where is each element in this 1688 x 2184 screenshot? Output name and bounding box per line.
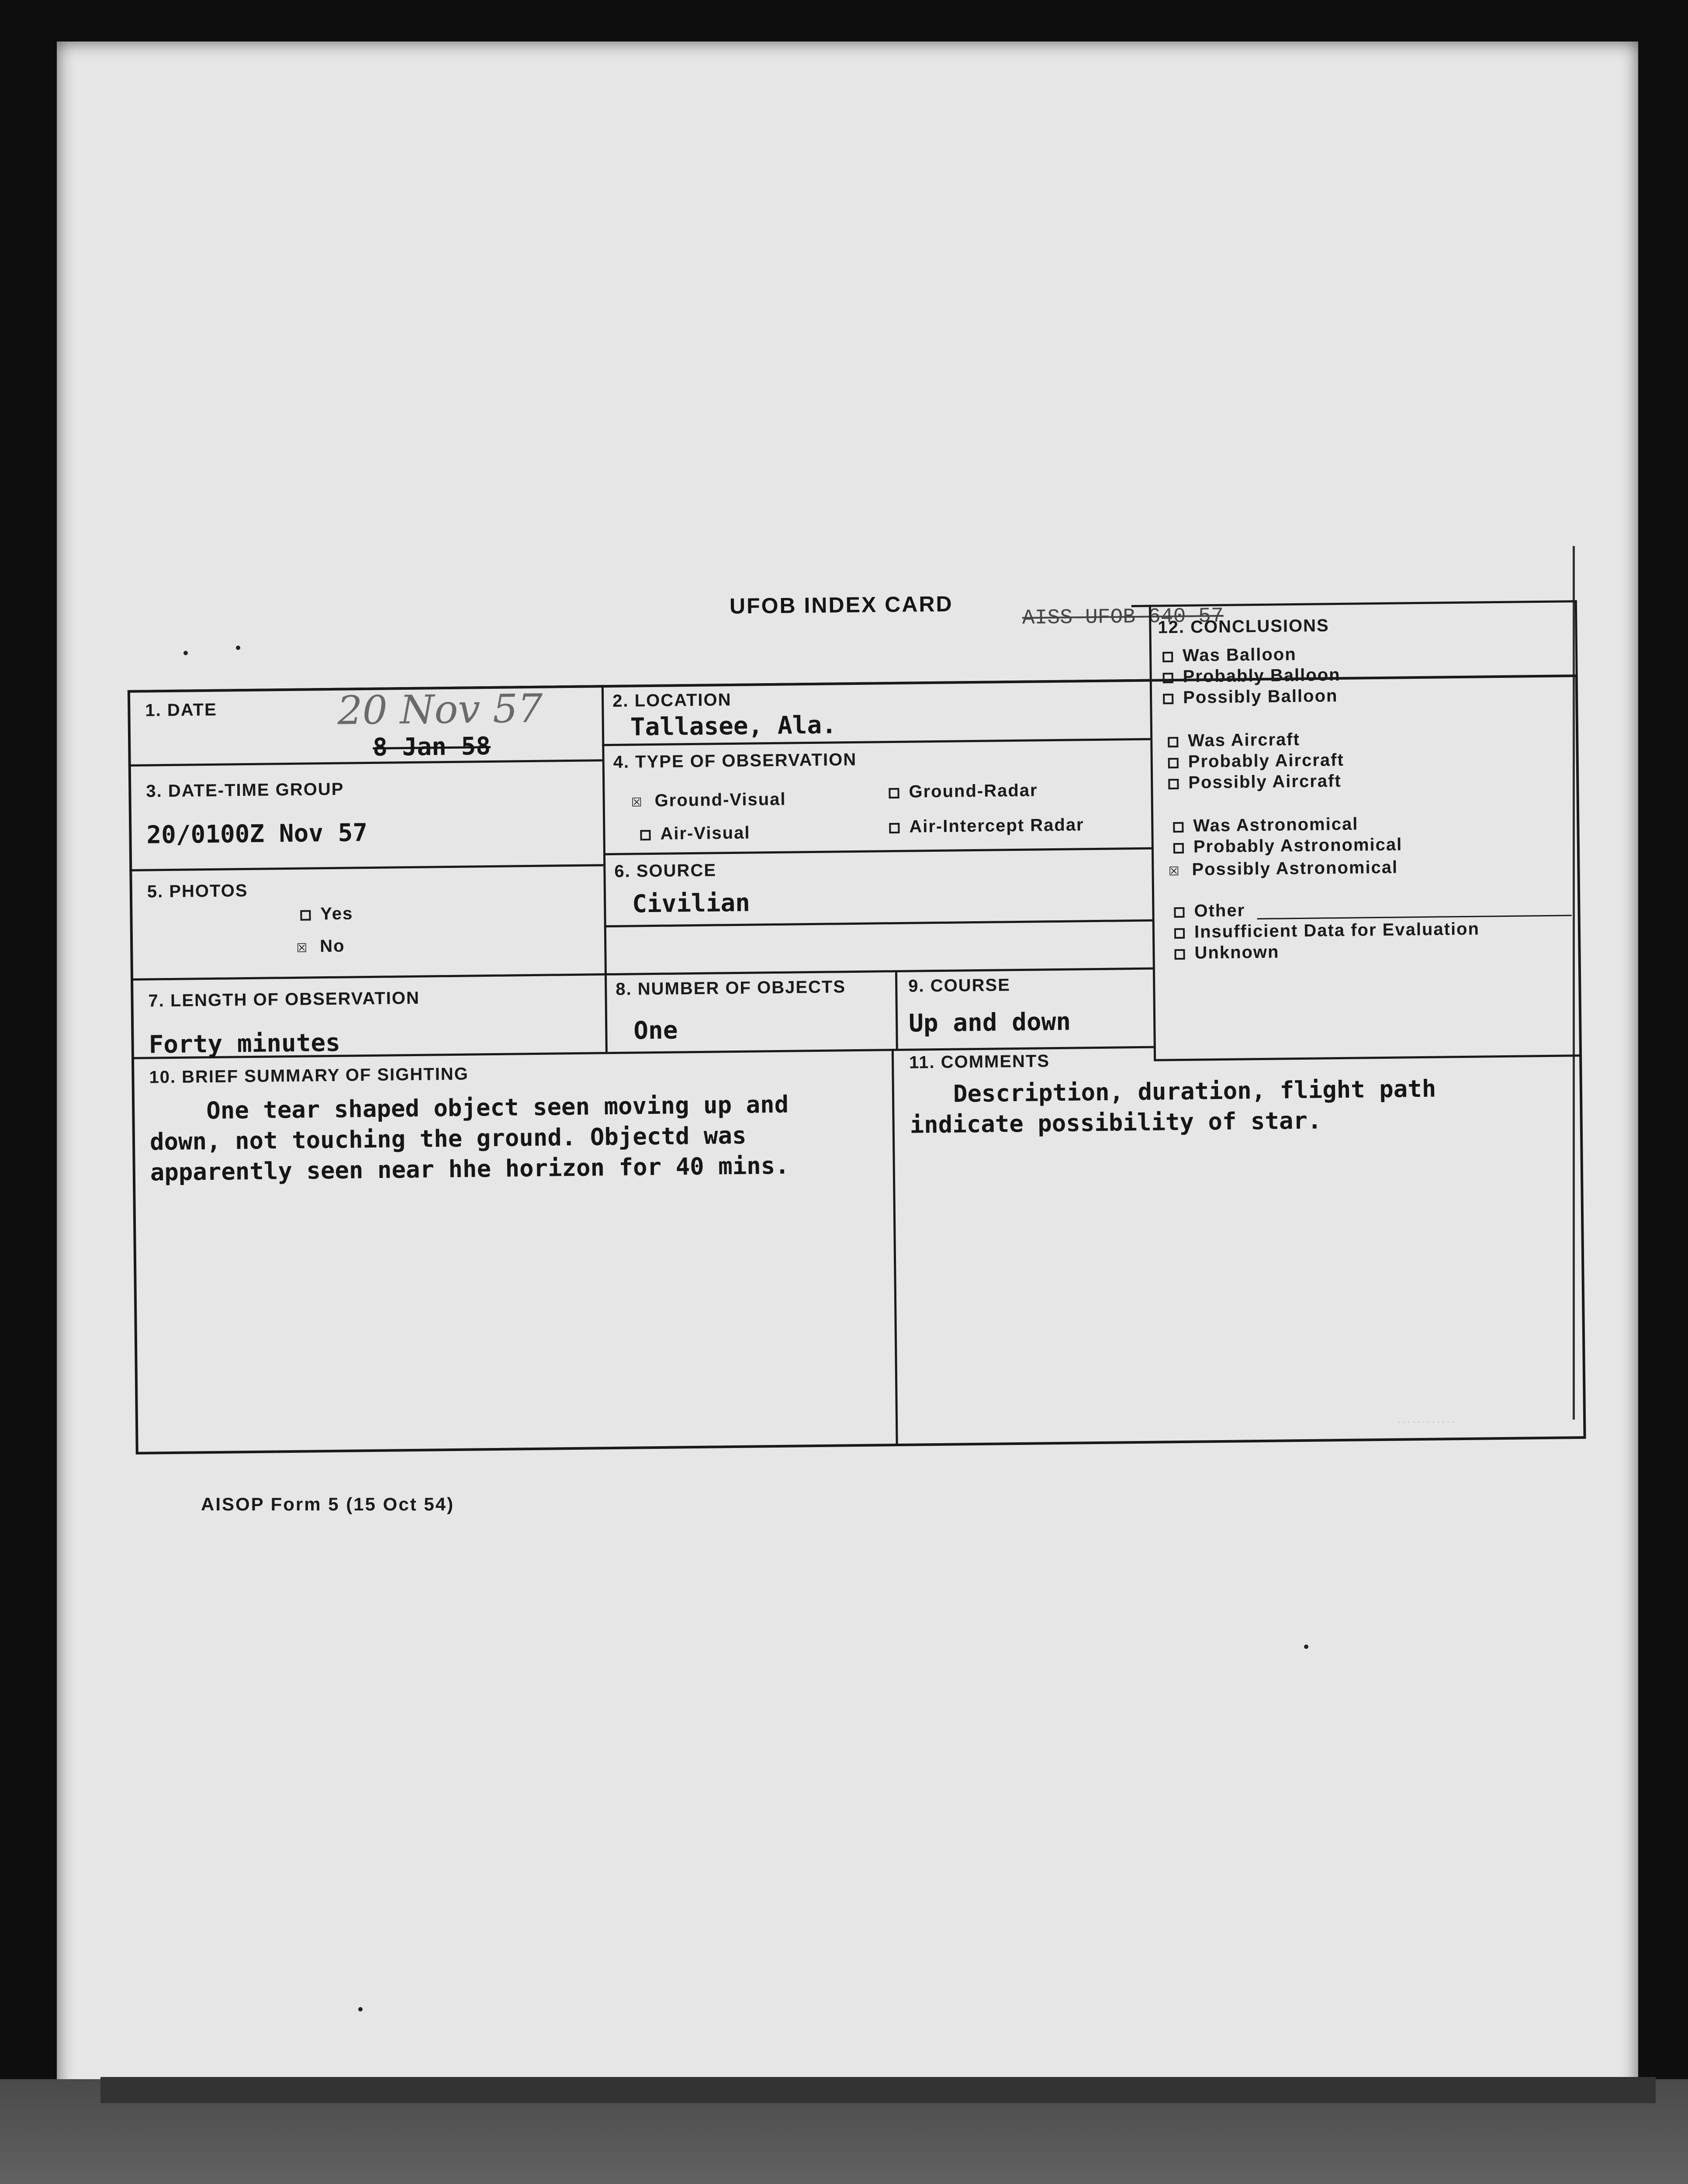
conclusion-probably-astronomical[interactable]: Probably Astronomical: [1173, 835, 1403, 857]
summary-line: One tear shaped object seen moving up and: [206, 1090, 789, 1125]
checkbox-icon: [889, 788, 899, 798]
checked-mark-icon: ☒: [1168, 858, 1180, 880]
conclusion-was-astronomical[interactable]: Was Astronomical: [1173, 815, 1358, 836]
checkbox-icon: [889, 823, 899, 833]
date-label: 1. DATE: [145, 700, 217, 720]
checkbox-icon: [640, 830, 650, 840]
summary-line: down, not touching the ground. Objectd was: [149, 1121, 747, 1156]
dust-speck: [358, 2007, 363, 2011]
conclusion-possibly-balloon[interactable]: Possibly Balloon: [1163, 686, 1338, 708]
comments-line: Description, duration, flight path: [953, 1075, 1436, 1108]
checkbox-icon: [1173, 822, 1183, 833]
comments-text: [910, 1072, 1574, 1140]
checkbox-icon: [1163, 694, 1173, 704]
course-value: Up and down: [908, 1007, 1071, 1038]
checkbox-icon: [300, 910, 311, 920]
checkbox-icon: [1173, 843, 1184, 854]
ufob-index-card: [127, 600, 1586, 1455]
conclusion-was-aircraft[interactable]: Was Aircraft: [1168, 730, 1300, 751]
course-label: 9. COURSE: [908, 975, 1011, 996]
date-struck-value: 8 Jan 58: [372, 732, 491, 762]
sheet-shadow: [100, 2077, 1656, 2103]
option-ground-visual[interactable]: ☒ Ground-Visual: [631, 789, 786, 811]
checked-mark-icon: ☒: [296, 935, 308, 957]
length-value: Forty minutes: [149, 1028, 341, 1059]
conclusion-unknown[interactable]: Unknown: [1174, 942, 1279, 963]
comments-line: indicate possibility of star.: [910, 1106, 1322, 1139]
date-handwritten: 20 Nov 57: [337, 685, 543, 734]
comments-label: 11. COMMENTS: [909, 1051, 1050, 1072]
summary-line: apparently seen near hhe horizon for 40 mins.: [150, 1151, 790, 1186]
dust-speck: [183, 651, 188, 655]
conclusion-probably-balloon[interactable]: Probably Balloon: [1162, 665, 1340, 687]
card-number: AISS-UFOB-640-57: [1022, 604, 1224, 630]
checked-mark-icon: ☒: [631, 789, 643, 811]
option-photos-no[interactable]: ☒ No: [296, 935, 345, 957]
brief-summary-text: [149, 1088, 889, 1188]
option-air-intercept-radar[interactable]: Air-Intercept Radar: [889, 815, 1084, 837]
date-time-group-value: 20/0100Z Nov 57: [146, 819, 368, 850]
observation-type-label: 4. TYPE OF OBSERVATION: [613, 750, 857, 772]
option-photos-yes[interactable]: Yes: [300, 904, 353, 924]
option-air-visual[interactable]: Air-Visual: [640, 823, 750, 844]
source-value: Civilian: [632, 888, 751, 919]
dust-speck: [1304, 1645, 1308, 1649]
source-label: 6. SOURCE: [614, 860, 717, 881]
checkbox-icon: [1168, 758, 1179, 768]
number-of-objects-label: 8. NUMBER OF OBJECTS: [616, 977, 846, 999]
checkbox-icon: [1174, 949, 1185, 960]
card-frame: [128, 674, 1586, 1455]
conclusion-insufficient-data[interactable]: Insufficient Data for Evaluation: [1174, 919, 1480, 943]
conclusion-other[interactable]: Other: [1174, 901, 1245, 921]
checkbox-icon: [1174, 907, 1184, 918]
conclusion-possibly-aircraft[interactable]: Possibly Aircraft: [1168, 771, 1342, 793]
checkbox-icon: [1174, 928, 1185, 939]
conclusions-label: 12. CONCLUSIONS: [1158, 616, 1329, 637]
location-label: 2. LOCATION: [612, 690, 732, 711]
checkbox-icon: [1168, 779, 1179, 789]
checkbox-icon: [1162, 652, 1173, 662]
conclusion-possibly-astronomical[interactable]: ☒ Possibly Astronomical: [1168, 857, 1398, 880]
option-ground-radar[interactable]: Ground-Radar: [889, 781, 1038, 802]
brief-summary-label: 10. BRIEF SUMMARY OF SIGHTING: [149, 1064, 469, 1087]
form-identifier: AISOP Form 5 (15 Oct 54): [201, 1494, 455, 1514]
dust-speck: [236, 646, 240, 650]
conclusion-was-balloon[interactable]: Was Balloon: [1162, 645, 1297, 666]
checkbox-icon: [1168, 737, 1178, 747]
photos-label: 5. PHOTOS: [147, 881, 248, 902]
printer-code-mark: · · · · · · · · · · · ·: [1398, 1419, 1455, 1425]
conclusion-probably-aircraft[interactable]: Probably Aircraft: [1168, 750, 1345, 772]
checkbox-icon: [1163, 673, 1173, 683]
card-title: UFOB INDEX CARD: [729, 591, 953, 619]
number-of-objects-value: One: [633, 1016, 678, 1045]
date-time-group-label: 3. DATE-TIME GROUP: [146, 779, 344, 801]
length-label: 7. LENGTH OF OBSERVATION: [148, 988, 420, 1011]
location-value: Tallasee, Ala.: [630, 711, 837, 742]
